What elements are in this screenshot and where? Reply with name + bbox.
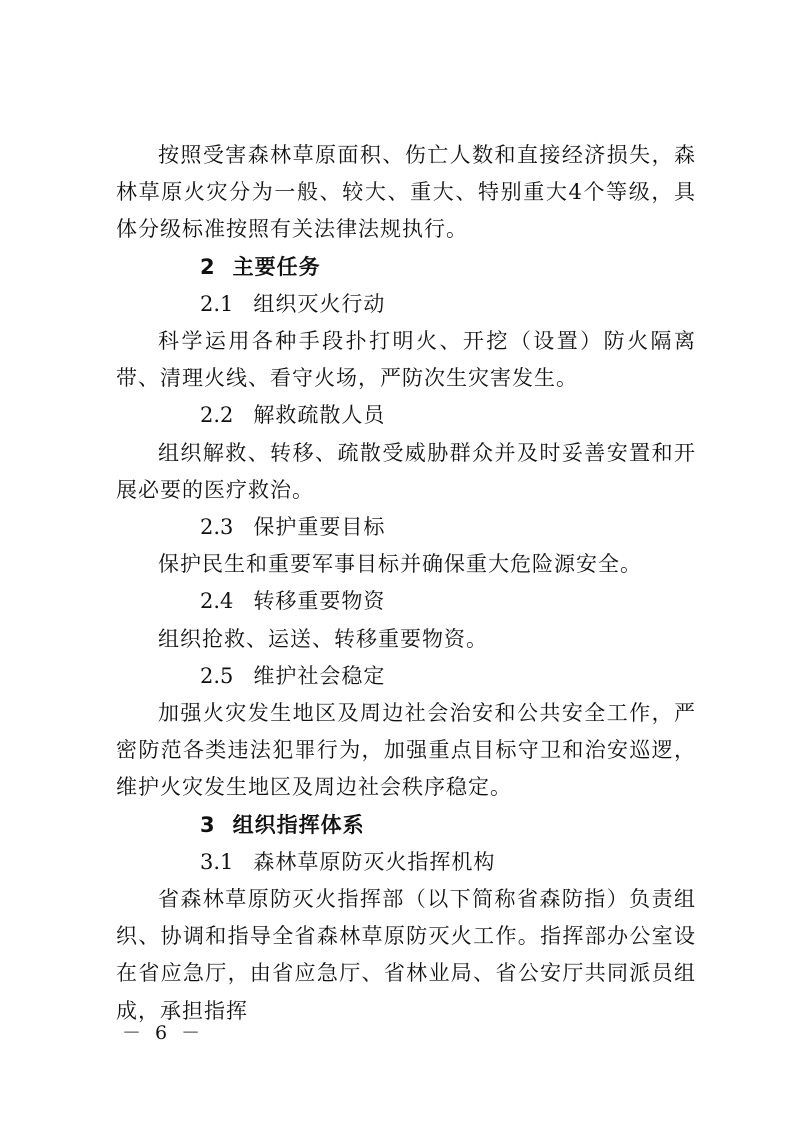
paragraph-text: 维护社会稳定 (253, 663, 386, 688)
section-heading (116, 249, 696, 286)
paragraph-text: 保护重要目标 (253, 515, 386, 540)
heading-number: 2.5 (200, 663, 234, 688)
body-paragraph (116, 323, 696, 397)
subsection-heading (116, 286, 696, 323)
paragraph-text: 解救疏散人员 (253, 403, 386, 428)
paragraph-text: 组织灭火行动 (253, 291, 386, 316)
heading-number: 3 (200, 812, 215, 837)
heading-number: 3.1 (200, 849, 234, 874)
body-paragraph (116, 435, 696, 509)
paragraph-text: 组织指挥体系 (232, 812, 365, 837)
paragraph-text: 主要任务 (232, 254, 321, 279)
paragraph-text: 组织抢救、运送、转移重要物资。 (158, 626, 488, 651)
heading-number: 2 (200, 254, 215, 279)
paragraph-text: 转移重要物资 (253, 589, 386, 614)
subsection-heading (116, 844, 696, 881)
section-heading (116, 807, 696, 844)
subsection-heading (116, 583, 696, 620)
paragraph-text: 保护民生和重要军事目标并确保重大危险源安全。 (158, 552, 642, 577)
document-body (116, 137, 696, 1030)
body-paragraph (116, 695, 696, 807)
paragraph-text: 按照受害森林草原面积、伤亡人数和直接经济损失，森林草原火灾分为一般、较大、重大、特别重大4个等级，具体分级标准按照有关法律法规执行。 (116, 143, 696, 242)
heading-number: 2.3 (200, 515, 234, 540)
paragraph-text: 森林草原防灭火指挥机构 (253, 849, 496, 874)
body-paragraph (116, 881, 696, 1030)
paragraph-text: 省森林草原防灭火指挥部（以下简称省森防指）负责组织、协调和指导全省森林草原防灭火工作。指挥部办公室设在省应急厅，由省应急厅、省林业局、省公安厅共同派员组成，承担指挥 (116, 887, 696, 1023)
heading-number: 2.4 (200, 589, 234, 614)
body-paragraph (116, 546, 696, 583)
paragraph-text: 科学运用各种手段扑打明火、开挖（设置）防火隔离带、清理火线、看守火场，严防次生灾害发生。 (116, 329, 696, 391)
heading-number: 2.1 (200, 291, 234, 316)
body-paragraph (116, 621, 696, 658)
subsection-heading (116, 397, 696, 434)
paragraph-text: 加强火灾发生地区及周边社会治安和公共安全工作，严密防范各类违法犯罪行为，加强重点目标守卫和治安巡逻，维护火灾发生地区及周边社会秩序稳定。 (116, 701, 696, 800)
body-paragraph (116, 137, 696, 249)
page-number: － 6 － (122, 1022, 205, 1044)
subsection-heading (116, 658, 696, 695)
paragraph-text: 组织解救、转移、疏散受威胁群众并及时妥善安置和开展必要的医疗救治。 (116, 440, 696, 502)
heading-number: 2.2 (200, 403, 234, 428)
subsection-heading (116, 509, 696, 546)
